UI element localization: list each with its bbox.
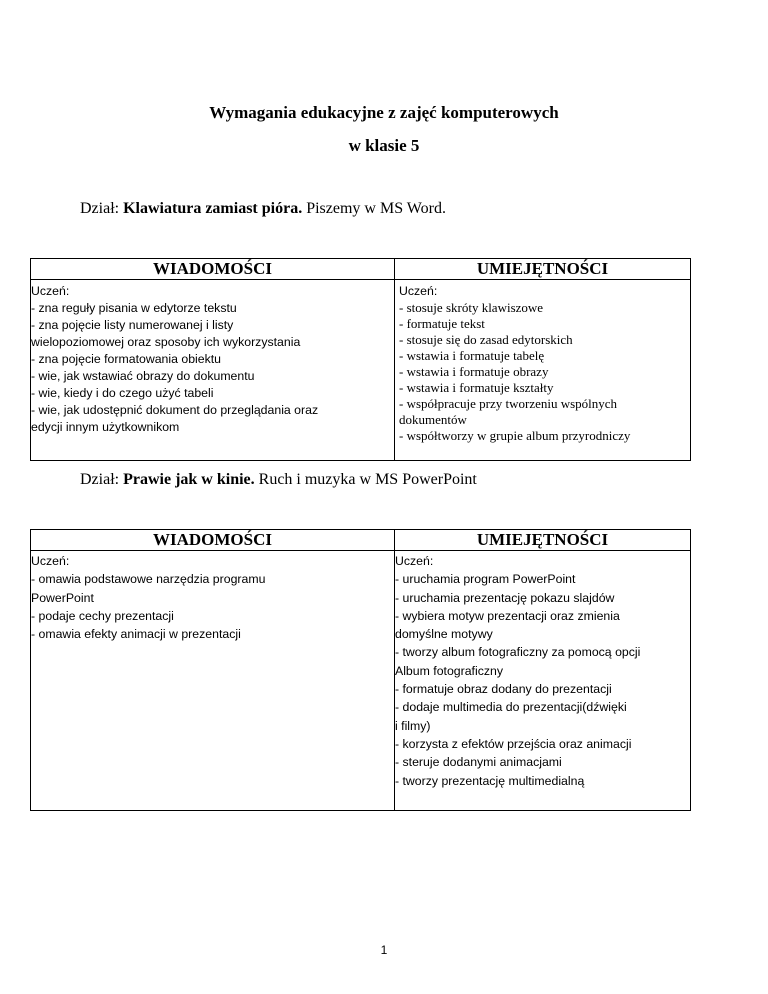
skills-cell — [395, 280, 691, 461]
header-umiejetnosci: UMIEJĘTNOŚCI — [395, 259, 691, 280]
knowledge-line: Uczeń: — [31, 554, 70, 568]
page-number: 1 — [380, 943, 388, 957]
section-label: Dział: — [80, 471, 124, 488]
skills-line: domyślne motywy — [395, 627, 493, 642]
header-wiadomosci: WIADOMOŚCI — [31, 530, 395, 551]
section-title-rest: Ruch i muzyka w MS PowerPoint — [254, 471, 477, 488]
skills-line: - stosuje się do zasad edytorskich — [399, 332, 573, 347]
knowledge-line: - podaje cechy prezentacji — [31, 608, 174, 623]
skills-line: - wybiera motyw prezentacji oraz zmienia — [395, 608, 620, 623]
section-title-bold: Prawie jak w kinie. — [123, 471, 255, 488]
skills-line: Uczeń: — [395, 554, 434, 568]
knowledge-line: - zna reguły pisania w edytorze tekstu — [31, 301, 237, 315]
skills-line: - wstawia i formatuje tabelę — [399, 348, 545, 363]
section-title-rest: Piszemy w MS Word. — [302, 200, 446, 217]
knowledge-line: edycji innym użytkownikom — [31, 420, 180, 434]
skills-line: dokumentów — [399, 412, 467, 427]
document-subtitle: w klasie 5 — [348, 136, 420, 155]
skills-line: - dodaje multimedia do prezentacji(dźwięki — [395, 700, 627, 715]
skills-line: - współtworzy w grupie album przyrodniczy — [399, 428, 631, 443]
knowledge-cell — [31, 551, 395, 811]
knowledge-cell — [31, 280, 395, 461]
knowledge-line: Uczeń: — [31, 284, 70, 298]
skills-line: - uruchamia program PowerPoint — [395, 572, 576, 587]
skills-line: - uruchamia prezentację pokazu slajdów — [395, 590, 615, 605]
knowledge-line: wielopoziomowej oraz sposoby ich wykorzystania — [31, 335, 301, 349]
skills-line: - tworzy album fotograficzny za pomocą opcji — [395, 645, 641, 660]
skills-line: Uczeń: — [399, 284, 438, 298]
skills-line: - wstawia i formatuje obrazy — [399, 364, 549, 379]
skills-line: - steruje dodanymi animacjami — [395, 755, 562, 770]
skills-line: - współpracuje przy tworzeniu wspólnych — [399, 396, 618, 411]
skills-line: - wstawia i formatuje kształty — [399, 380, 554, 395]
requirements-table-word — [30, 258, 691, 461]
knowledge-line: - omawia efekty animacji w prezentacji — [31, 627, 241, 642]
section-heading-word — [80, 200, 446, 218]
skills-line: - stosuje skróty klawiszowe — [399, 300, 544, 315]
knowledge-line: - wie, jak udostępnić dokument do przeglądania oraz — [31, 403, 319, 417]
knowledge-line: - wie, jak wstawiać obrazy do dokumentu — [31, 369, 255, 383]
skills-line: - formatuje obraz dodany do prezentacji — [395, 682, 612, 697]
header-umiejetnosci: UMIEJĘTNOŚCI — [395, 530, 691, 551]
skills-line: - formatuje tekst — [399, 316, 485, 331]
knowledge-line: PowerPoint — [31, 590, 94, 605]
section-label: Dział: — [80, 200, 124, 217]
knowledge-line: - wie, kiedy i do czego użyć tabeli — [31, 386, 214, 400]
skills-line: - tworzy prezentację multimedialną — [395, 773, 585, 788]
knowledge-line: - zna pojęcie formatowania obiektu — [31, 352, 222, 366]
section-heading-powerpoint — [80, 471, 477, 489]
skills-line: Album fotograficzny — [395, 663, 503, 678]
skills-line: i filmy) — [395, 718, 431, 733]
requirements-table-powerpoint — [30, 529, 691, 811]
skills-cell — [395, 551, 691, 811]
document-title: Wymagania edukacyjne z zajęć komputerowych — [209, 103, 559, 122]
skills-line: - korzysta z efektów przejścia oraz animacji — [395, 736, 632, 751]
header-wiadomosci: WIADOMOŚCI — [31, 259, 395, 280]
section-title-bold: Klawiatura zamiast pióra. — [123, 200, 303, 217]
knowledge-line: - omawia podstawowe narzędzia programu — [31, 572, 266, 587]
knowledge-line: - zna pojęcie listy numerowanej i listy — [31, 318, 234, 332]
